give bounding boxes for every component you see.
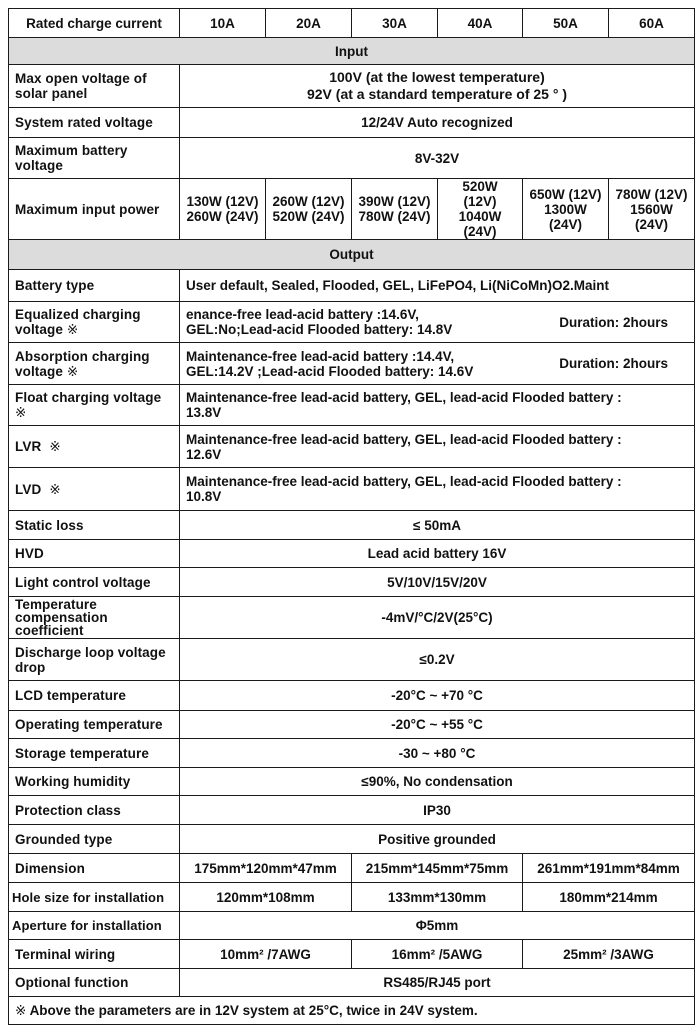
value-line: 10.8V xyxy=(186,489,222,504)
footnote-text: Above the parameters are in 12V system at 25°C, twice in 24V system. xyxy=(29,1003,478,1018)
power-cell xyxy=(266,179,352,240)
power-cell xyxy=(352,179,438,240)
row-label: HVD xyxy=(9,540,180,568)
row-label: Storage temperature xyxy=(9,739,180,768)
value-line: 92V (at a standard temperature of 25 ° ) xyxy=(306,86,567,102)
power-12v: 520W (12V) xyxy=(462,179,498,209)
row-value: -20°C ~ +70 °C xyxy=(180,681,695,711)
row-label: Operating temperature xyxy=(9,711,180,739)
note-mark-icon: ※ xyxy=(15,1003,27,1018)
row-label xyxy=(9,426,180,468)
model-40a: 40A xyxy=(438,9,523,38)
note-mark-icon: ※ xyxy=(49,439,61,454)
header-label: Rated charge current xyxy=(9,9,180,38)
value-line: 12.6V xyxy=(186,446,222,462)
table-row xyxy=(9,270,695,302)
label-text: Float charging voltage xyxy=(15,390,162,405)
value-line: enance-free lead-acid battery :14.6V, xyxy=(186,307,419,322)
table-row xyxy=(9,426,695,468)
input-section-header: Input xyxy=(9,38,695,65)
power-cell xyxy=(438,179,523,240)
row-value: ≤ 50mA xyxy=(180,511,695,540)
header-row xyxy=(9,9,695,38)
output-section-header: Output xyxy=(9,240,695,270)
row-label: Temperature compensation coefficient xyxy=(9,597,180,639)
row-value: IP30 xyxy=(180,796,695,825)
row-value xyxy=(180,385,695,426)
power-24v: 1300W (24V) xyxy=(544,201,587,232)
table-row xyxy=(9,969,695,997)
table-row xyxy=(9,597,695,639)
table-row xyxy=(9,681,695,711)
row-value: RS485/RJ45 port xyxy=(180,969,695,997)
value-line: Maintenance-free lead-acid battery, GEL, lead-acid Flooded battery : xyxy=(186,431,622,447)
power-cell xyxy=(180,179,266,240)
row-value: -4mV/°C/2V(25°C) xyxy=(180,597,695,639)
row-label: System rated voltage xyxy=(9,108,180,138)
row-label xyxy=(9,343,180,385)
note-mark-icon: ※ xyxy=(15,405,27,420)
row-value: 10mm² /7AWG xyxy=(180,940,352,969)
table-row xyxy=(9,912,695,940)
row-value: ≤90%, No condensation xyxy=(180,768,695,796)
row-label: LCD temperature xyxy=(9,681,180,711)
value-line: 13.8V xyxy=(186,405,222,420)
model-10a: 10A xyxy=(180,9,266,38)
row-label: Aperture for installation xyxy=(9,912,180,940)
row-value: -20°C ~ +55 °C xyxy=(180,711,695,739)
table-row xyxy=(9,385,695,426)
row-label: Grounded type xyxy=(9,825,180,854)
row-value: 16mm² /5AWG xyxy=(352,940,523,969)
row-value xyxy=(180,426,695,468)
table-row xyxy=(9,568,695,597)
row-value xyxy=(180,302,695,343)
row-value: ≤0.2V xyxy=(180,639,695,681)
row-label: Protection class xyxy=(9,796,180,825)
table-row xyxy=(9,739,695,768)
row-label xyxy=(9,468,180,511)
value-line: GEL:No;Lead-acid Flooded battery: 14.8V xyxy=(186,322,453,337)
power-12v: 390W (12V) xyxy=(358,194,431,209)
row-value: 215mm*145mm*75mm xyxy=(352,854,523,883)
power-12v: 650W (12V) xyxy=(529,186,602,202)
value-line: 100V (at the lowest temperature) xyxy=(329,69,545,85)
model-60a: 60A xyxy=(609,9,695,38)
row-value: Positive grounded xyxy=(180,825,695,854)
table-row xyxy=(9,940,695,969)
row-value: 261mm*191mm*84mm xyxy=(523,854,695,883)
row-value: 175mm*120mm*47mm xyxy=(180,854,352,883)
input-section-row xyxy=(9,38,695,65)
power-24v: 260W (24V) xyxy=(186,209,259,224)
table-row xyxy=(9,343,695,385)
table-row xyxy=(9,65,695,108)
table-row xyxy=(9,854,695,883)
row-value: 12/24V Auto recognized xyxy=(180,108,695,138)
note-mark-icon: ※ xyxy=(66,363,79,379)
table-row xyxy=(9,302,695,343)
row-label xyxy=(9,385,180,426)
row-value: Φ5mm xyxy=(180,912,695,940)
table-row xyxy=(9,825,695,854)
row-label: Maximum input power xyxy=(9,179,180,240)
output-section-row xyxy=(9,240,695,270)
model-20a: 20A xyxy=(266,9,352,38)
row-value: 5V/10V/15V/20V xyxy=(180,568,695,597)
table-row xyxy=(9,796,695,825)
row-value: 120mm*108mm xyxy=(180,883,352,912)
row-label: Max open voltage of solar panel xyxy=(9,65,180,108)
row-value: -30 ~ +80 °C xyxy=(180,739,695,768)
note-mark-icon: ※ xyxy=(66,322,79,337)
spec-table xyxy=(8,8,695,1025)
row-label: Maximum battery voltage xyxy=(9,138,180,179)
row-label: Dimension xyxy=(9,854,180,883)
row-label xyxy=(9,302,180,343)
row-label: Hole size for installation xyxy=(9,883,180,912)
row-label: Optional function xyxy=(9,969,180,997)
row-value: 133mm*130mm xyxy=(352,883,523,912)
value-line: Maintenance-free lead-acid battery, GEL, lead-acid Flooded battery : xyxy=(186,390,622,405)
row-value xyxy=(180,65,695,108)
value-line: Maintenance-free lead-acid battery, GEL, lead-acid Flooded battery : xyxy=(186,474,622,489)
table-row xyxy=(9,768,695,796)
row-value: Lead acid battery 16V xyxy=(180,540,695,568)
table-row xyxy=(9,108,695,138)
footnote-row xyxy=(9,997,695,1025)
row-label: Discharge loop voltage drop xyxy=(9,639,180,681)
row-value: 8V-32V xyxy=(180,138,695,179)
power-24v: 780W (24V) xyxy=(358,209,431,224)
duration: Duration: 2hours xyxy=(559,356,668,371)
value-line: Maintenance-free lead-acid battery :14.4V, xyxy=(186,348,455,364)
power-24v: 520W (24V) xyxy=(272,209,345,224)
duration: Duration: 2hours xyxy=(559,314,668,330)
row-value: 180mm*214mm xyxy=(523,883,695,912)
label-text: LVD xyxy=(15,481,42,497)
table-row xyxy=(9,138,695,179)
row-value xyxy=(180,468,695,511)
row-label: Working humidity xyxy=(9,768,180,796)
power-24v: 1040W (24V) xyxy=(458,209,502,239)
power-cell xyxy=(609,179,695,240)
label-text: Equalized charging voltage xyxy=(15,307,141,337)
table-row xyxy=(9,511,695,540)
power-12v: 780W (12V) xyxy=(615,186,688,202)
table-row xyxy=(9,179,695,240)
table-row xyxy=(9,540,695,568)
table-row xyxy=(9,883,695,912)
row-label: Terminal wiring xyxy=(9,940,180,969)
row-label: Light control voltage xyxy=(9,568,180,597)
model-30a: 30A xyxy=(352,9,438,38)
row-label: Static loss xyxy=(9,511,180,540)
footnote xyxy=(9,997,695,1025)
table-row xyxy=(9,468,695,511)
table-row xyxy=(9,711,695,739)
note-mark-icon: ※ xyxy=(49,481,61,497)
model-50a: 50A xyxy=(523,9,609,38)
row-value xyxy=(180,343,695,385)
label-text: Absorption charging voltage xyxy=(15,348,150,379)
power-24v: 1560W (24V) xyxy=(630,201,673,232)
label-text: LVR xyxy=(15,439,42,454)
row-value: 25mm² /3AWG xyxy=(523,940,695,969)
row-value: User default, Sealed, Flooded, GEL, LiFePO4, Li(NiCoMn)O2.Maint xyxy=(180,270,695,302)
row-label: Battery type xyxy=(9,270,180,302)
power-12v: 260W (12V) xyxy=(272,194,345,209)
value-line: GEL:14.2V ;Lead-acid Flooded battery: 14.6V xyxy=(186,363,474,379)
table-row xyxy=(9,639,695,681)
power-cell xyxy=(523,179,609,240)
power-12v: 130W (12V) xyxy=(186,194,259,209)
